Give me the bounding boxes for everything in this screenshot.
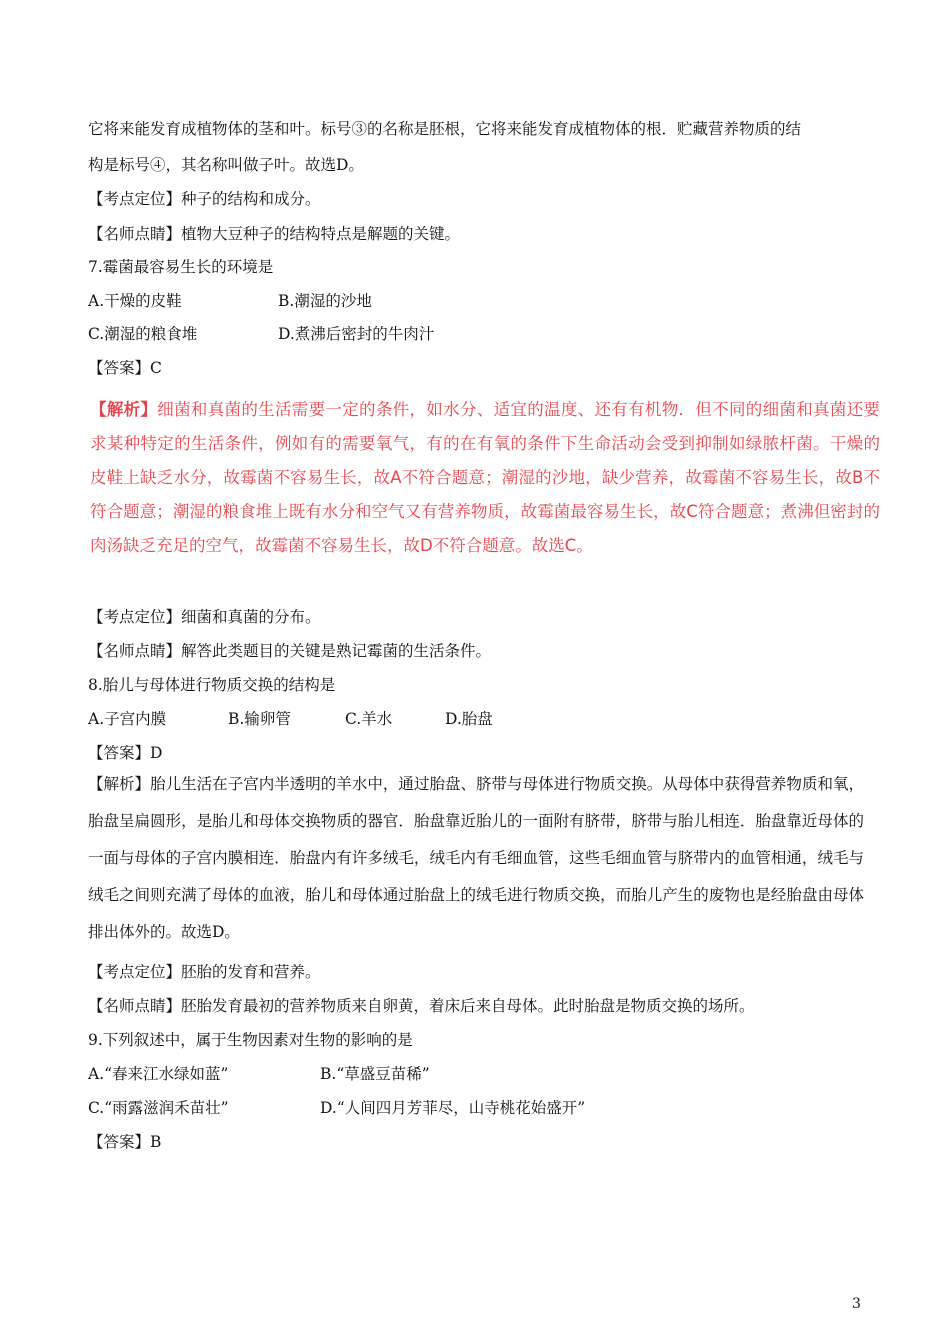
exam-point: 【考点定位】种子的结构和成分。 bbox=[88, 190, 321, 208]
q9-option-b: B.“草盛豆苗稀” bbox=[320, 1065, 430, 1083]
analysis-text: 胎儿生活在子宫内半透明的羊水中，通过胎盘、脐带与母体进行物质交换。从母体中获得营养物质和氧，胎盘呈扁圆形，是胎儿和母体交换物质的器官．胎盘靠近胎儿的一面附有脐带，脐带与胎儿相连．胎盘靠近母体的一面与母体的子宫内膜相连．胎盘内有许多绒毛，绒毛内有毛细血管，这些毛细血管与脐带内的血管相通，绒毛与绒毛之间则充满了母体的血液，胎儿和母体通过胎盘上的绒毛进行物质交换，而胎儿产生的废物也是经胎盘由母体排出体外的。故选D。 bbox=[88, 775, 864, 941]
analysis-label: 【解析】 bbox=[88, 775, 151, 793]
q7-exam-point: 【考点定位】细菌和真菌的分布。 bbox=[88, 608, 321, 626]
q9-option-d: D.“人间四月芳菲尽，山寺桃花始盛开” bbox=[320, 1099, 586, 1117]
text-line: 它将来能发育成植物体的茎和叶。标号③的名称是胚根，它将来能发育成植物体的根．贮藏营养物质的结 bbox=[88, 120, 802, 138]
q8-teacher-tip: 【名师点睛】胚胎发育最初的营养物质来自卵黄，着床后来自母体。此时胎盘是物质交换的场所。 bbox=[88, 997, 755, 1015]
q8-option-b: B.输卵管 bbox=[228, 710, 291, 728]
q7-option-d: D.煮沸后密封的牛肉汁 bbox=[278, 325, 435, 343]
question-9: 9.下列叙述中，属于生物因素对生物的影响的是 bbox=[88, 1031, 413, 1049]
text-line: 构是标号④，其名称叫做子叶。故选D。 bbox=[88, 156, 364, 174]
analysis-label: 【解析】 bbox=[90, 400, 158, 419]
q8-option-a: A.子宫内膜 bbox=[88, 710, 167, 728]
q9-option-c: C.“雨露滋润禾苗壮” bbox=[88, 1099, 229, 1117]
q7-option-b: B.潮湿的沙地 bbox=[278, 292, 372, 310]
page-number: 3 bbox=[852, 1296, 861, 1312]
q7-answer: 【答案】C bbox=[88, 359, 162, 377]
teacher-tip: 【名师点睛】植物大豆种子的结构特点是解题的关键。 bbox=[88, 225, 461, 243]
q9-answer: 【答案】B bbox=[88, 1133, 162, 1151]
q7-option-a: A.干燥的皮鞋 bbox=[88, 292, 182, 310]
q7-option-c: C.潮湿的粮食堆 bbox=[88, 325, 198, 343]
question-8: 8.胎儿与母体进行物质交换的结构是 bbox=[88, 676, 336, 694]
question-7: 7.霉菌最容易生长的环境是 bbox=[88, 258, 274, 276]
q7-analysis bbox=[90, 393, 880, 563]
q9-option-a: A.“春来江水绿如蓝” bbox=[88, 1065, 229, 1083]
q8-analysis bbox=[88, 766, 864, 951]
q8-option-c: C.羊水 bbox=[345, 710, 393, 728]
analysis-text: 细菌和真菌的生活需要一定的条件，如水分、适宜的温度、还有有机物．但不同的细菌和真菌还要求某种特定的生活条件，例如有的需要氧气，有的在有氧的条件下生命活动会受到抑制如绿脓杆菌。干燥的皮鞋上缺乏水分，故霉菌不容易生长，故A不符合题意；潮湿的沙地，缺少营养，故霉菌不容易生长，故B不符合题意；潮湿的粮食堆上既有水分和空气又有营养物质，故霉菌最容易生长，故C符合题意；煮沸但密封的肉汤缺乏充足的空气，故霉菌不容易生长，故D不符合题意。故选C。 bbox=[90, 400, 881, 555]
q8-option-d: D.胎盘 bbox=[445, 710, 493, 728]
q8-exam-point: 【考点定位】胚胎的发育和营养。 bbox=[88, 963, 321, 981]
q8-answer: 【答案】D bbox=[88, 744, 163, 762]
q7-teacher-tip: 【名师点睛】解答此类题目的关键是熟记霉菌的生活条件。 bbox=[88, 642, 492, 660]
